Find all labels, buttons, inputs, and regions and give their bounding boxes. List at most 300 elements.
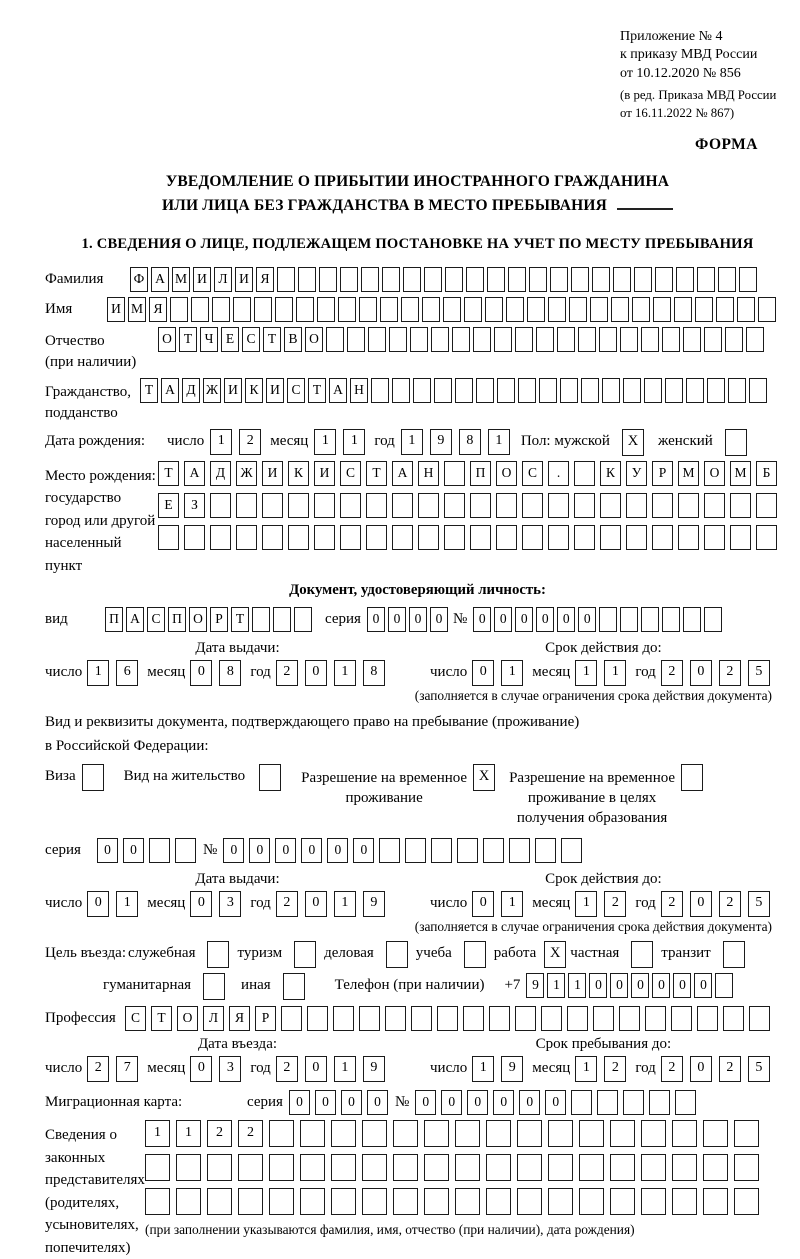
checkbox-work[interactable]: X [544,941,566,968]
char-box[interactable] [548,297,566,322]
char-box[interactable]: 1 [575,1056,597,1082]
char-box[interactable] [613,267,631,292]
checkbox-residence-permit[interactable] [259,764,281,791]
char-box[interactable]: 2 [207,1120,232,1147]
char-box[interactable] [756,525,777,550]
char-box[interactable] [749,1006,770,1031]
char-box[interactable]: О [496,461,517,486]
char-box[interactable] [294,607,312,632]
char-box[interactable] [176,1188,201,1215]
char-box[interactable]: 0 [87,891,109,917]
char-box[interactable] [695,297,713,322]
char-box[interactable] [418,525,439,550]
char-box[interactable] [611,297,629,322]
char-box[interactable] [489,1006,510,1031]
char-box[interactable]: 8 [459,429,481,455]
char-box[interactable]: Т [308,378,326,403]
char-box[interactable] [317,297,335,322]
char-box[interactable] [548,1154,573,1181]
char-box[interactable] [683,607,701,632]
checkbox-sex-female[interactable] [725,429,747,456]
char-box[interactable]: 0 [472,891,494,917]
char-box[interactable] [457,838,478,863]
char-box[interactable] [486,1188,511,1215]
char-box[interactable] [579,1188,604,1215]
char-box[interactable] [508,267,526,292]
char-box[interactable]: О [189,607,207,632]
char-box[interactable]: 1 [472,1056,494,1082]
char-box[interactable]: 0 [690,1056,712,1082]
char-box[interactable]: И [262,461,283,486]
char-box[interactable]: Д [210,461,231,486]
char-box[interactable]: 5 [748,660,770,686]
char-box[interactable]: 0 [367,607,385,632]
char-box[interactable]: 0 [493,1090,514,1115]
char-box[interactable]: 1 [334,660,356,686]
char-box[interactable]: 3 [219,1056,241,1082]
char-box[interactable]: 0 [652,973,670,998]
char-box[interactable] [443,297,461,322]
char-box[interactable] [362,1154,387,1181]
char-box[interactable] [470,525,491,550]
char-box[interactable] [515,327,533,352]
char-box[interactable]: 0 [536,607,554,632]
char-box[interactable]: 2 [238,1120,263,1147]
char-box[interactable] [610,1120,635,1147]
char-box[interactable]: К [600,461,621,486]
char-box[interactable]: 0 [467,1090,488,1115]
char-box[interactable] [145,1188,170,1215]
char-box[interactable] [678,525,699,550]
char-box[interactable]: И [107,297,125,322]
char-box[interactable] [233,297,251,322]
char-box[interactable]: Л [214,267,232,292]
char-box[interactable]: Т [140,378,158,403]
char-box[interactable]: 1 [145,1120,170,1147]
char-box[interactable] [401,297,419,322]
char-box[interactable] [331,1188,356,1215]
char-box[interactable] [623,1090,644,1115]
char-box[interactable] [486,1120,511,1147]
char-box[interactable] [455,1154,480,1181]
char-box[interactable] [340,267,358,292]
char-box[interactable] [424,1154,449,1181]
char-box[interactable]: Т [366,461,387,486]
char-box[interactable] [509,838,530,863]
char-box[interactable] [703,1154,728,1181]
char-box[interactable]: С [147,607,165,632]
char-box[interactable] [452,327,470,352]
char-box[interactable]: 1 [575,891,597,917]
char-box[interactable]: 9 [363,1056,385,1082]
char-box[interactable] [434,378,452,403]
char-box[interactable] [672,1188,697,1215]
char-box[interactable] [678,493,699,518]
char-box[interactable] [254,297,272,322]
char-box[interactable] [610,1154,635,1181]
char-box[interactable]: Т [263,327,281,352]
char-box[interactable] [574,525,595,550]
char-box[interactable]: 0 [631,973,649,998]
char-box[interactable]: Е [221,327,239,352]
char-box[interactable] [703,1120,728,1147]
char-box[interactable]: 0 [353,838,374,863]
char-box[interactable] [641,1188,666,1215]
char-box[interactable]: 0 [367,1090,388,1115]
char-box[interactable] [431,838,452,863]
char-box[interactable] [340,493,361,518]
char-box[interactable] [725,327,743,352]
char-box[interactable]: 0 [473,607,491,632]
char-box[interactable] [392,378,410,403]
char-box[interactable]: 0 [249,838,270,863]
char-box[interactable] [600,493,621,518]
char-box[interactable] [300,1188,325,1215]
char-box[interactable] [371,378,389,403]
char-box[interactable] [273,607,291,632]
char-box[interactable]: А [126,607,144,632]
char-box[interactable] [641,327,659,352]
char-box[interactable] [405,838,426,863]
char-box[interactable] [212,297,230,322]
char-box[interactable] [455,1120,480,1147]
char-box[interactable] [411,1006,432,1031]
char-box[interactable]: 2 [719,660,741,686]
char-box[interactable] [602,378,620,403]
char-box[interactable] [496,525,517,550]
char-box[interactable]: 2 [661,660,683,686]
char-box[interactable] [262,525,283,550]
char-box[interactable]: Я [256,267,274,292]
char-box[interactable]: 0 [519,1090,540,1115]
char-box[interactable]: 1 [343,429,365,455]
checkbox-business[interactable] [386,941,408,968]
char-box[interactable]: П [470,461,491,486]
char-box[interactable] [632,297,650,322]
char-box[interactable] [340,525,361,550]
char-box[interactable] [734,1154,759,1181]
char-box[interactable]: 1 [488,429,510,455]
char-box[interactable]: 0 [441,1090,462,1115]
char-box[interactable]: Ф [130,267,148,292]
char-box[interactable] [548,493,569,518]
char-box[interactable]: И [224,378,242,403]
char-box[interactable]: Л [203,1006,224,1031]
char-box[interactable] [672,1154,697,1181]
char-box[interactable] [424,1120,449,1147]
char-box[interactable]: 0 [673,973,691,998]
char-box[interactable] [445,267,463,292]
char-box[interactable]: 0 [472,660,494,686]
char-box[interactable]: 8 [363,660,385,686]
char-box[interactable]: А [151,267,169,292]
char-box[interactable] [665,378,683,403]
char-box[interactable] [300,1154,325,1181]
char-box[interactable]: 0 [690,891,712,917]
char-box[interactable] [730,525,751,550]
char-box[interactable]: 1 [568,973,586,998]
char-box[interactable]: 1 [210,429,232,455]
char-box[interactable]: Ж [203,378,221,403]
char-box[interactable]: Т [231,607,249,632]
char-box[interactable]: И [314,461,335,486]
char-box[interactable] [574,461,595,486]
char-box[interactable] [619,1006,640,1031]
char-box[interactable] [574,493,595,518]
char-box[interactable]: О [305,327,323,352]
char-box[interactable] [527,297,545,322]
char-box[interactable]: Т [179,327,197,352]
char-box[interactable] [536,327,554,352]
char-box[interactable] [515,1006,536,1031]
char-box[interactable]: 1 [116,891,138,917]
char-box[interactable] [518,378,536,403]
checkbox-tourism[interactable] [294,941,316,968]
char-box[interactable] [277,267,295,292]
char-box[interactable] [550,267,568,292]
char-box[interactable] [641,607,659,632]
char-box[interactable]: К [245,378,263,403]
char-box[interactable]: 1 [314,429,336,455]
char-box[interactable] [655,267,673,292]
char-box[interactable] [697,1006,718,1031]
char-box[interactable] [347,327,365,352]
char-box[interactable] [671,1006,692,1031]
char-box[interactable]: Е [158,493,179,518]
char-box[interactable] [184,525,205,550]
char-box[interactable]: 2 [276,1056,298,1082]
char-box[interactable] [517,1120,542,1147]
char-box[interactable] [410,327,428,352]
char-box[interactable] [517,1188,542,1215]
char-box[interactable] [522,525,543,550]
char-box[interactable]: Ч [200,327,218,352]
char-box[interactable]: О [158,327,176,352]
char-box[interactable] [362,1188,387,1215]
char-box[interactable]: 0 [315,1090,336,1115]
char-box[interactable] [483,838,504,863]
char-box[interactable] [634,267,652,292]
char-box[interactable] [728,378,746,403]
char-box[interactable] [620,607,638,632]
char-box[interactable]: 8 [219,660,241,686]
char-box[interactable] [238,1188,263,1215]
char-box[interactable]: Б [756,461,777,486]
checkbox-temp-permit[interactable]: X [473,764,495,791]
char-box[interactable]: 0 [515,607,533,632]
checkbox-other[interactable] [283,973,305,1000]
char-box[interactable]: О [704,461,725,486]
char-box[interactable] [382,267,400,292]
char-box[interactable] [737,297,755,322]
char-box[interactable] [307,1006,328,1031]
char-box[interactable] [158,525,179,550]
char-box[interactable]: А [184,461,205,486]
char-box[interactable]: 0 [190,891,212,917]
char-box[interactable]: 0 [430,607,448,632]
char-box[interactable]: 0 [694,973,712,998]
char-box[interactable] [424,267,442,292]
char-box[interactable] [644,378,662,403]
char-box[interactable] [652,493,673,518]
char-box[interactable]: М [678,461,699,486]
char-box[interactable]: 9 [526,973,544,998]
char-box[interactable] [207,1188,232,1215]
char-box[interactable]: 0 [123,838,144,863]
char-box[interactable]: 0 [190,660,212,686]
char-box[interactable] [455,1188,480,1215]
char-box[interactable]: У [626,461,647,486]
char-box[interactable] [314,525,335,550]
char-box[interactable] [548,1120,573,1147]
char-box[interactable]: Н [418,461,439,486]
char-box[interactable] [739,267,757,292]
char-box[interactable] [236,525,257,550]
char-box[interactable] [252,607,270,632]
char-box[interactable] [296,297,314,322]
char-box[interactable] [560,378,578,403]
char-box[interactable] [403,267,421,292]
char-box[interactable] [716,297,734,322]
char-box[interactable] [610,1188,635,1215]
char-box[interactable] [662,607,680,632]
char-box[interactable] [379,838,400,863]
char-box[interactable] [473,327,491,352]
char-box[interactable] [326,327,344,352]
char-box[interactable] [466,267,484,292]
char-box[interactable] [597,1090,618,1115]
char-box[interactable]: 9 [430,429,452,455]
char-box[interactable]: 1 [176,1120,201,1147]
char-box[interactable]: 7 [116,1056,138,1082]
char-box[interactable]: Р [210,607,228,632]
char-box[interactable] [238,1154,263,1181]
checkbox-sex-male[interactable]: X [622,429,644,456]
char-box[interactable] [645,1006,666,1031]
char-box[interactable] [578,327,596,352]
char-box[interactable] [298,267,316,292]
char-box[interactable]: 1 [501,891,523,917]
char-box[interactable] [366,493,387,518]
checkbox-visa[interactable] [82,764,104,791]
char-box[interactable] [535,838,556,863]
char-box[interactable]: 0 [545,1090,566,1115]
char-box[interactable] [539,378,557,403]
char-box[interactable]: 1 [575,660,597,686]
checkbox-humanitarian[interactable] [203,973,225,1000]
char-box[interactable] [333,1006,354,1031]
char-box[interactable] [590,297,608,322]
char-box[interactable] [561,838,582,863]
char-box[interactable] [444,525,465,550]
char-box[interactable]: Ж [236,461,257,486]
char-box[interactable] [683,327,701,352]
char-box[interactable] [703,1188,728,1215]
char-box[interactable]: 0 [341,1090,362,1115]
char-box[interactable] [517,1154,542,1181]
char-box[interactable]: А [329,378,347,403]
char-box[interactable]: Т [151,1006,172,1031]
char-box[interactable]: С [287,378,305,403]
char-box[interactable] [380,297,398,322]
char-box[interactable]: З [184,493,205,518]
char-box[interactable] [455,378,473,403]
char-box[interactable] [522,493,543,518]
char-box[interactable] [569,297,587,322]
char-box[interactable] [707,378,725,403]
char-box[interactable] [476,378,494,403]
char-box[interactable] [463,1006,484,1031]
char-box[interactable] [444,493,465,518]
checkbox-transit[interactable] [723,941,745,968]
char-box[interactable] [626,525,647,550]
checkbox-study[interactable] [464,941,486,968]
char-box[interactable] [571,1090,592,1115]
char-box[interactable] [548,525,569,550]
char-box[interactable]: 2 [239,429,261,455]
char-box[interactable] [662,327,680,352]
char-box[interactable]: 0 [190,1056,212,1082]
char-box[interactable]: 0 [409,607,427,632]
char-box[interactable] [176,1154,201,1181]
char-box[interactable]: 0 [327,838,348,863]
char-box[interactable] [715,973,733,998]
char-box[interactable] [756,493,777,518]
char-box[interactable] [288,525,309,550]
char-box[interactable]: И [266,378,284,403]
char-box[interactable] [389,327,407,352]
char-box[interactable]: С [340,461,361,486]
char-box[interactable] [672,1120,697,1147]
char-box[interactable] [626,493,647,518]
char-box[interactable]: 0 [690,660,712,686]
char-box[interactable] [362,1120,387,1147]
char-box[interactable] [749,378,767,403]
char-box[interactable] [149,838,170,863]
checkbox-temp-permit-edu[interactable] [681,764,703,791]
char-box[interactable] [437,1006,458,1031]
char-box[interactable] [269,1154,294,1181]
char-box[interactable]: 2 [87,1056,109,1082]
char-box[interactable] [734,1120,759,1147]
char-box[interactable]: Р [255,1006,276,1031]
char-box[interactable]: 2 [661,891,683,917]
char-box[interactable]: 1 [334,891,356,917]
char-box[interactable] [314,493,335,518]
char-box[interactable] [652,525,673,550]
char-box[interactable]: 2 [719,891,741,917]
char-box[interactable]: 2 [604,891,626,917]
char-box[interactable] [529,267,547,292]
char-box[interactable] [392,493,413,518]
char-box[interactable]: М [730,461,751,486]
char-box[interactable] [207,1154,232,1181]
char-box[interactable]: Т [158,461,179,486]
char-box[interactable] [210,525,231,550]
char-box[interactable] [653,297,671,322]
char-box[interactable] [734,1188,759,1215]
char-box[interactable]: 1 [604,660,626,686]
char-box[interactable]: Р [652,461,673,486]
char-box[interactable]: 0 [388,607,406,632]
checkbox-private[interactable] [631,941,653,968]
char-box[interactable]: 1 [547,973,565,998]
char-box[interactable] [718,267,736,292]
char-box[interactable]: 0 [415,1090,436,1115]
char-box[interactable]: . [548,461,569,486]
char-box[interactable] [599,607,617,632]
char-box[interactable] [620,327,638,352]
